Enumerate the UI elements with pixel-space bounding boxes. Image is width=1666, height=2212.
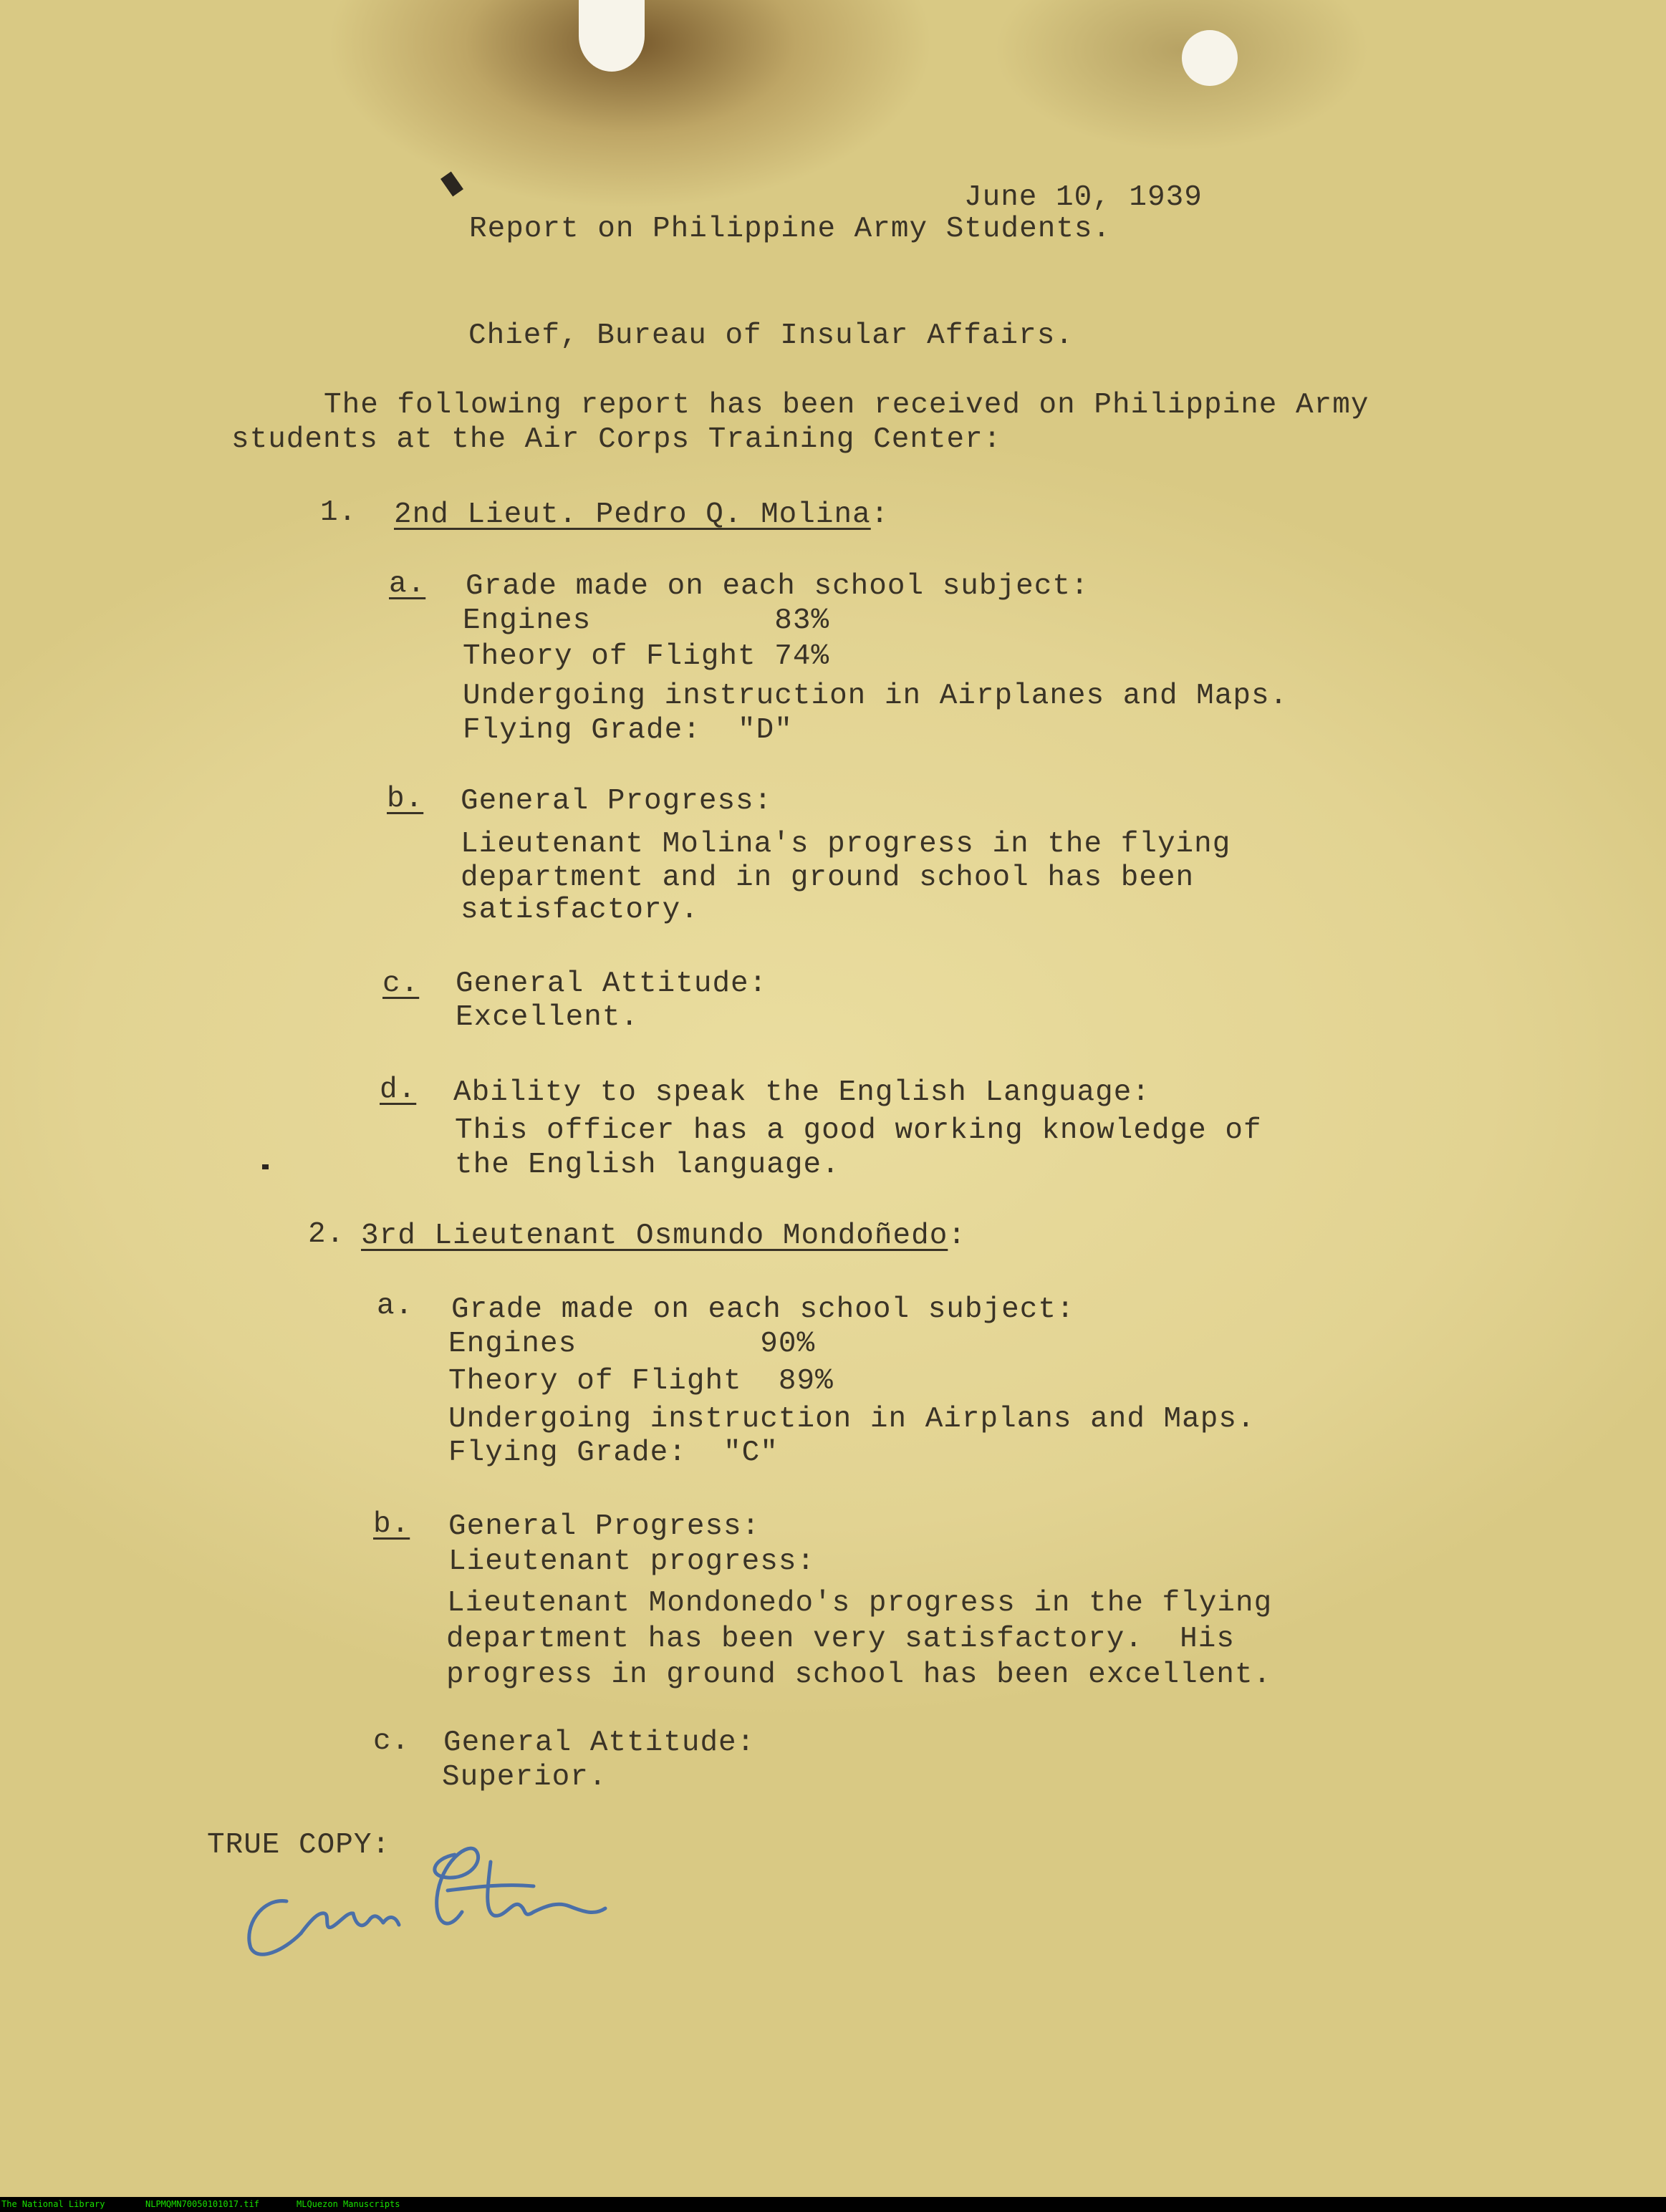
item-heading: Grade made on each school subject:	[466, 570, 1089, 603]
student-name-colon: :	[870, 498, 890, 531]
intro-line: students at the Air Corps Training Center:	[231, 423, 1002, 456]
item-letter: b.	[387, 783, 424, 816]
grade-line: Theory of Flight 74%	[463, 640, 830, 673]
handwritten-signature	[233, 1833, 634, 1962]
progress-line: department has been very satisfactory. His	[446, 1623, 1235, 1656]
binder-hole	[579, 0, 645, 72]
progress-line: Lieutenant progress:	[448, 1545, 816, 1578]
item-letter: d.	[380, 1073, 417, 1106]
footer-collection: MLQuezon Manuscripts	[297, 2199, 400, 2209]
item-letter: b.	[373, 1508, 410, 1541]
progress-line: Lieutenant Molina's progress in the flying	[461, 828, 1231, 861]
ink-mark	[440, 172, 463, 197]
item-heading: General Progress:	[448, 1510, 761, 1543]
student-name-text: 3rd Lieutenant Osmundo Mondoñedo	[361, 1220, 948, 1252]
item-heading: General Attitude:	[456, 967, 768, 1000]
progress-line: satisfactory.	[461, 894, 699, 927]
progress-line: progress in ground school has been excellent.	[446, 1658, 1272, 1691]
attitude-line: Excellent.	[456, 1001, 640, 1034]
student-name	[394, 498, 889, 532]
flying-grade: Flying Grade: "D"	[463, 714, 793, 747]
attitude-line: Superior.	[442, 1761, 607, 1794]
item-heading: Ability to speak the English Language:	[453, 1076, 1150, 1109]
report-subject: Report on Philippine Army Students.	[469, 213, 1112, 246]
addressee: Chief, Bureau of Insular Affairs.	[468, 319, 1074, 352]
item-heading: Grade made on each school subject:	[451, 1293, 1075, 1326]
instruction-line: Undergoing instruction in Airplans and Maps.	[448, 1403, 1256, 1436]
item-letter: c.	[382, 967, 420, 1000]
student-name	[361, 1219, 966, 1253]
item-letter: c.	[373, 1725, 410, 1758]
binder-hole	[1182, 30, 1238, 86]
section-number: 1.	[320, 496, 357, 529]
student-name-colon: :	[948, 1220, 966, 1252]
english-line: This officer has a good working knowledge of	[455, 1114, 1262, 1147]
section-number: 2.	[308, 1218, 345, 1251]
english-line: the English language.	[455, 1149, 840, 1182]
footer-library: The National Library	[1, 2199, 105, 2209]
flying-grade: Flying Grade: "C"	[448, 1436, 779, 1469]
grade-line: Engines 83%	[463, 604, 830, 637]
true-copy-label: TRUE COPY:	[207, 1829, 391, 1862]
progress-line: Lieutenant Mondonedo's progress in the flying	[447, 1587, 1273, 1620]
scan-footer	[0, 2197, 1666, 2212]
item-letter: a.	[389, 568, 426, 601]
instruction-line: Undergoing instruction in Airplanes and Maps.	[463, 680, 1289, 713]
ink-mark	[262, 1164, 269, 1169]
intro-line: The following report has been received on Philippine Army	[324, 389, 1369, 422]
progress-line: department and in ground school has been	[461, 861, 1195, 894]
footer-file: NLPMQMN70050101017.tif	[145, 2199, 259, 2209]
student-name-text: 2nd Lieut. Pedro Q. Molina	[394, 498, 871, 531]
grade-line: Engines 90%	[448, 1328, 816, 1361]
report-date: June 10, 1939	[964, 181, 1203, 214]
grade-line: Theory of Flight 89%	[448, 1365, 834, 1398]
item-heading: General Progress:	[461, 785, 773, 818]
item-letter: a.	[377, 1290, 414, 1323]
item-heading: General Attitude:	[443, 1726, 756, 1759]
